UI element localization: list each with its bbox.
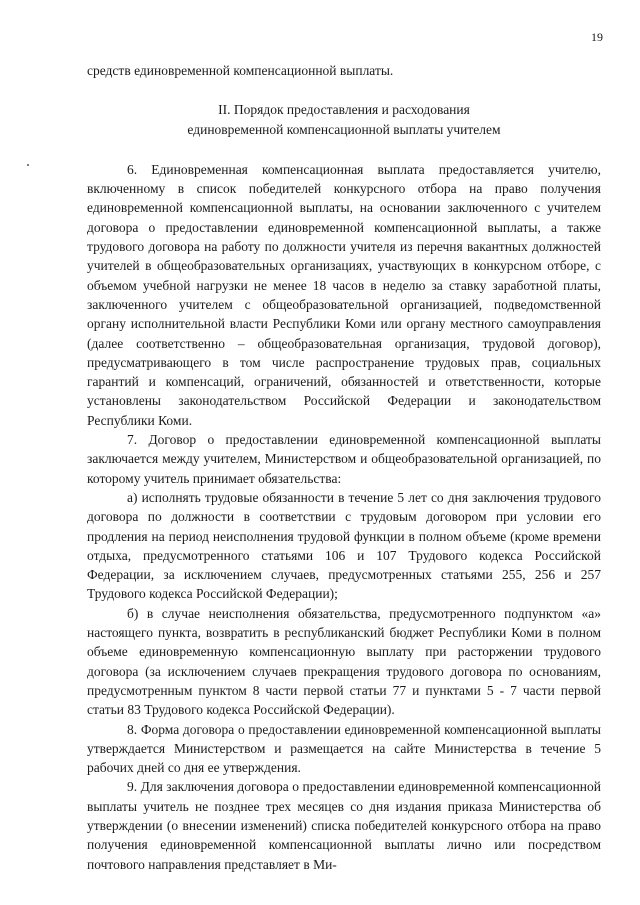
paragraph-6: 6. Единовременная компенсационная выплата предоставляется учителю, включенному в список победителей конкурсного отбора на право получения единовременной компенсационной выплаты, на основании заключенного с учителем договора о предоставлении единовременной компенсационной выплаты, а также трудового договора на работу по должности учителя из перечня вакантных должностей учителей в общеобразовательных организациях, участвующих в конкурсном отборе, с объемом учебной нагрузки не менее 18 часов в неделю за ставку заработной платы, заключенного учителем с общеобразовательной организацией, подведомственной органу исполнительной власти Республики Коми или органу местного самоуправления (далее соответственно – общеобразовательная организация, трудовой договор), предусматривающего в том числе распространение трудовых прав, социальных гарантий и компенсаций, ограничений, обязанностей и ответственности, которые установлены законодательством Российской Федерации и законодательством Республики Коми. bbox=[87, 161, 601, 428]
margin-mark bbox=[27, 164, 29, 166]
document-body bbox=[87, 61, 601, 874]
paragraph-7a: а) исполнять трудовые обязанности в течение 5 лет со дня заключения трудового договора по должности в соответствии с трудовым договором при условии его продления на период неисполнения трудовой функции в полном объеме (кроме времени отдыха, предусмотренного статьями 106 и 107 Трудового кодекса Российской Федерации, за исключением случаев, предусмотренных статьями 255, 256 и 257 Трудового кодекса Российской Федерации); bbox=[87, 489, 601, 602]
page-number: 19 bbox=[591, 30, 603, 44]
paragraph-7b: б) в случае неисполнения обязательства, предусмотренного подпунктом «а» настоящего пункта, возвратить в республиканский бюджет Республики Коми в полном объеме единовременную компенсационную выплату при расторжении трудового договора (за исключением случаев прекращения трудового договора по основаниям, предусмотренным пунктом 8 части первой статьи 77 и пунктами 5 - 7 части первой статьи 83 Трудового кодекса Российской Федерации). bbox=[87, 605, 601, 718]
paragraph-8: 8. Форма договора о предоставлении единовременной компенсационной выплаты утверждается Министерством и размещается на сайте Министерства в течение 5 рабочих дней со дня ее утверждения. bbox=[87, 721, 601, 776]
section-heading-line-1: II. Порядок предоставления и расходования bbox=[218, 102, 470, 118]
paragraph-9: 9. Для заключения договора о предоставлении единовременной компенсационной выплаты учитель не позднее трех месяцев со дня издания приказа Министерства об утверждении (о внесении изменений) списка победителей конкурсного отбора на право получения единовременной компенсационной выплаты лично или посредством почтового направления представляет в Ми- bbox=[87, 779, 601, 872]
continuation-line: средств единовременной компенсационной выплаты. bbox=[87, 63, 394, 78]
paragraph-7: 7. Договор о предоставлении единовременной компенсационной выплаты заключается между учителем, Министерством и общеобразовательной организацией, по которому учитель принимает обязательства: bbox=[87, 432, 601, 486]
section-heading bbox=[87, 100, 601, 139]
section-heading-line-2: единовременной компенсационной выплаты учителем bbox=[187, 121, 501, 137]
